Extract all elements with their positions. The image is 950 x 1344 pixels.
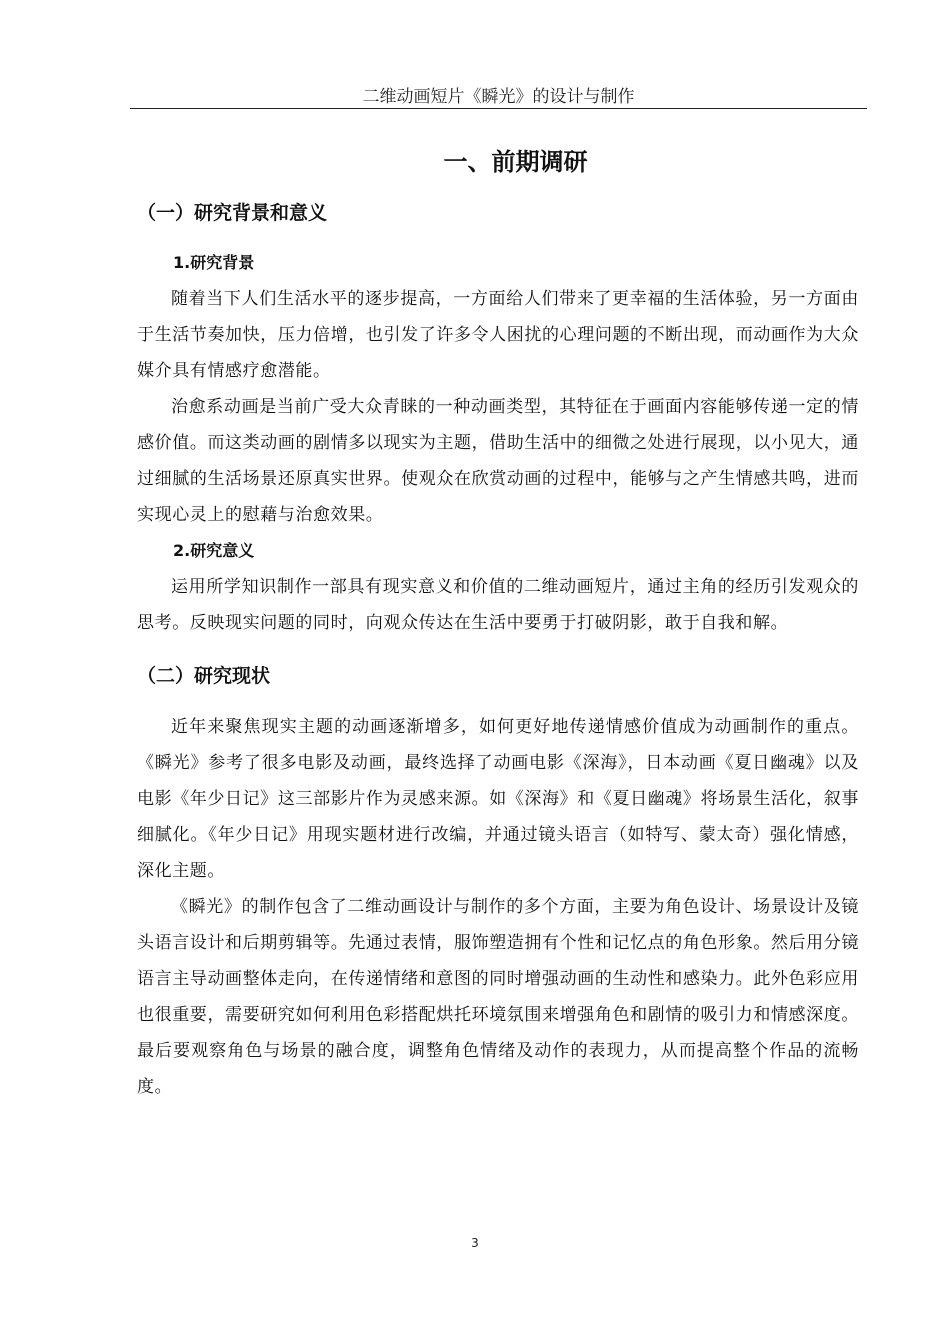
paragraph: 近年来聚焦现实主题的动画逐渐增多，如何更好地传递情感价值成为动画制作的重点。《瞬光》参考了很多电影及动画，最终选择了动画电影《深海》，日本动画《夏日幽魂》以及电影《年少日记》这三部影片作为灵感来源。如《深海》和《夏日幽魂》将场景生活化，叙事细腻化。《年少日记》用现实题材进行改编，并通过镜头语言（如特写、蒙太奇）强化情感，深化主题。: [137, 717, 859, 881]
page-number: 3: [471, 1236, 479, 1250]
section-title-research-status: （二）研究现状: [137, 665, 271, 687]
paragraph: 治愈系动画是当前广受大众青睐的一种动画类型，其特征在于画面内容能够传递一定的情感价值。而这类动画的剧情多以现实为主题，借助生活中的细微之处进行展现，以小见大，通过细腻的生活场景还原真实世界。使观众在欣赏动画的过程中，能够与之产生情感共鸣，进而实现心灵上的慰藉与治愈效果。: [137, 397, 859, 525]
header-rule: [130, 108, 867, 109]
section-title-background-significance: （一）研究背景和意义: [137, 202, 328, 224]
page-body: [137, 140, 859, 1105]
paragraph: 运用所学知识制作一部具有现实意义和价值的二维动画短片，通过主角的经历引发观众的思考。反映现实问题的同时，向观众传达在生活中要勇于打破阴影，敢于自我和解。: [137, 577, 859, 633]
subsection-title-research-significance: 2.研究意义: [173, 541, 255, 560]
paragraph: 《瞬光》的制作包含了二维动画设计与制作的多个方面，主要为角色设计、场景设计及镜头语言设计和后期剪辑等。先通过表情，服饰塑造拥有个性和记忆点的角色形象。然后用分镜语言主导动画整体走向，在传递情绪和意图的同时增强动画的生动性和感染力。此外色彩应用也很重要，需要研究如何利用色彩搭配烘托环境氛围来增强角色和剧情的吸引力和情感深度。最后要观察角色与场景的融合度，调整角色情绪及动作的表现力，从而提高整个作品的流畅度。: [137, 897, 859, 1097]
subsection-title-research-background: 1.研究背景: [173, 253, 255, 272]
running-header: 二维动画短片《瞬光》的设计与制作: [362, 87, 635, 107]
chapter-title: 一、前期调研: [443, 148, 588, 176]
paragraph: 随着当下人们生活水平的逐步提高，一方面给人们带来了更幸福的生活体验，另一方面由于生活节奏加快，压力倍增，也引发了许多令人困扰的心理问题的不断出现，而动画作为大众媒介具有情感疗愈潜能。: [137, 289, 859, 381]
